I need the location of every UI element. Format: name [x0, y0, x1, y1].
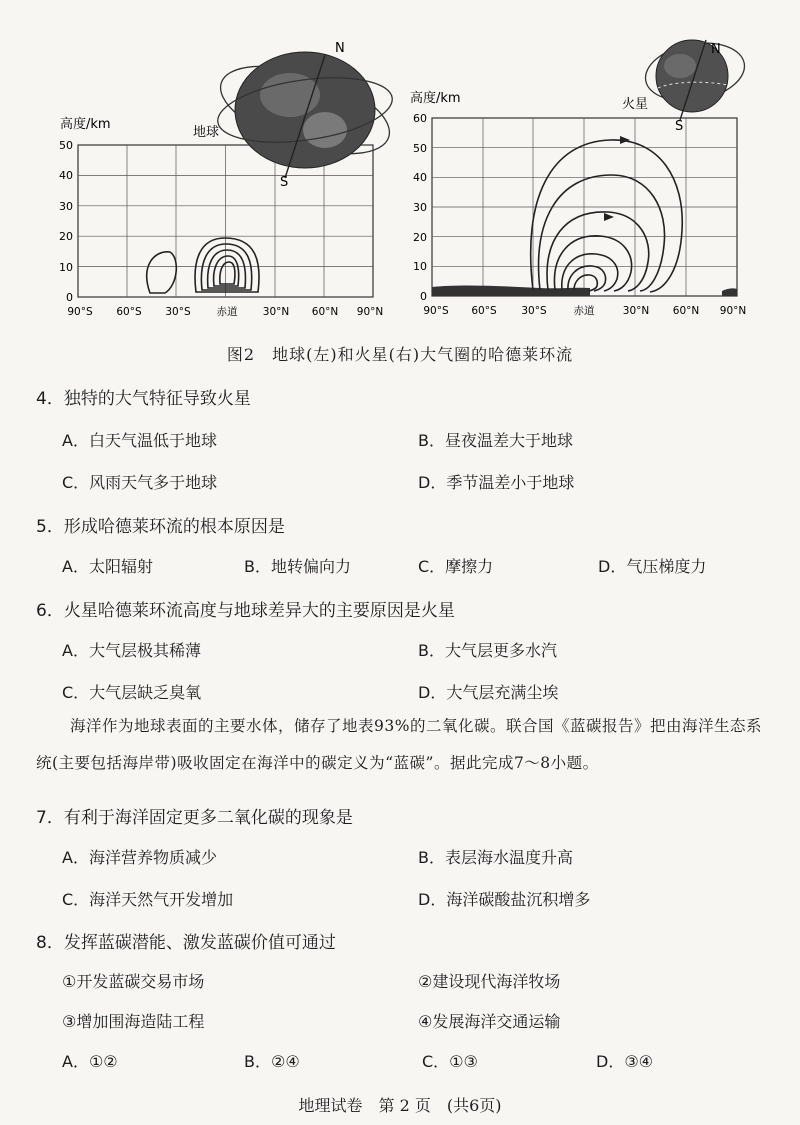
q8-option-d[interactable]: D．③④ — [596, 1052, 654, 1071]
right-xtick: 30°S — [521, 305, 547, 317]
q8-item-1: ①开发蓝碳交易市场 — [62, 972, 205, 991]
left-ytick: 20 — [59, 230, 73, 243]
right-ytick: 10 — [413, 260, 427, 273]
q8-item-2: ②建设现代海洋牧场 — [418, 972, 561, 991]
question-5-stem: 5．形成哈德莱环流的根本原因是 — [36, 517, 285, 537]
right-ylabel: 高度/km — [410, 91, 461, 106]
q4-option-a[interactable]: A．白天气温低于地球 — [62, 431, 217, 450]
right-ytick: 20 — [413, 231, 427, 244]
left-ytick: 40 — [59, 169, 73, 182]
left-ytick: 0 — [66, 291, 73, 304]
right-ytick: 0 — [420, 290, 427, 303]
left-ylabel: 高度/km — [60, 117, 111, 132]
left-xtick: 30°N — [262, 306, 290, 318]
question-7-stem: 7．有利于海洋固定更多二氧化碳的现象是 — [36, 808, 353, 828]
q5-option-d[interactable]: D．气压梯度力 — [598, 557, 707, 576]
q6-option-b[interactable]: B．大气层更多水汽 — [418, 641, 557, 660]
reading-passage: 海洋作为地球表面的主要水体，储存了地表93%的二氧化碳。联合国《蓝碳报告》把由海洋生态系统(主要包括海岸带)吸收固定在海洋中的碳定义为“蓝碳”。据此完成7～8小题。 — [36, 717, 762, 772]
right-xtick: 90°S — [423, 305, 449, 317]
earth-pole-s: S — [280, 175, 289, 190]
q5-option-b[interactable]: B．地转偏向力 — [244, 557, 351, 576]
left-ytick: 10 — [59, 261, 73, 274]
q5-option-c[interactable]: C．摩擦力 — [418, 557, 494, 576]
question-6-stem: 6．火星哈德莱环流高度与地球差异大的主要原因是火星 — [36, 601, 455, 621]
earth-globe-icon — [210, 49, 400, 178]
figure-caption: 图2 地球(左)和火星(右)大气圈的哈德莱环流 — [226, 345, 574, 364]
left-xtick: 60°N — [311, 306, 339, 318]
mars-chart — [410, 36, 749, 317]
q4-option-b[interactable]: B．昼夜温差大于地球 — [418, 431, 573, 450]
q5-option-a[interactable]: A．太阳辐射 — [62, 557, 153, 576]
q7-option-a[interactable]: A．海洋营养物质减少 — [62, 848, 217, 867]
left-xtick: 90°N — [356, 306, 384, 318]
earth-pole-n: N — [335, 41, 345, 56]
left-xtick: 60°S — [116, 306, 142, 318]
mars-terrain — [432, 285, 590, 296]
left-xtick: 90°S — [67, 306, 93, 318]
earth-label: 地球 — [193, 125, 220, 140]
mars-pole-n: N — [711, 42, 721, 57]
right-xtick: 赤道 — [573, 305, 595, 317]
left-gridlines — [78, 145, 373, 297]
q7-option-b[interactable]: B．表层海水温度升高 — [418, 848, 573, 867]
right-ytick: 30 — [413, 201, 427, 214]
q7-option-d[interactable]: D．海洋碳酸盐沉积增多 — [418, 890, 591, 909]
q6-option-a[interactable]: A．大气层极其稀薄 — [62, 641, 201, 660]
flow-arrows — [604, 136, 630, 221]
q8-option-b[interactable]: B．②④ — [244, 1052, 300, 1071]
earth-chart — [59, 41, 400, 318]
right-xtick: 60°S — [471, 305, 497, 317]
hadley-figure — [0, 0, 800, 335]
earth-circulation-cells — [147, 238, 259, 293]
q7-option-c[interactable]: C．海洋天然气开发增加 — [62, 890, 234, 909]
right-ytick: 60 — [413, 112, 427, 125]
mars-globe-icon — [641, 36, 749, 120]
question-4-stem: 4．独特的大气特征导致火星 — [36, 389, 251, 409]
mars-pole-s: S — [675, 119, 684, 134]
q4-option-d[interactable]: D．季节温差小于地球 — [418, 473, 575, 492]
q8-item-4: ④发展海洋交通运输 — [418, 1012, 561, 1031]
left-ytick: 30 — [59, 200, 73, 213]
left-ytick: 50 — [59, 139, 73, 152]
right-ytick: 50 — [413, 142, 427, 155]
right-xtick: 30°N — [622, 305, 650, 317]
q8-option-a[interactable]: A．①② — [62, 1052, 118, 1071]
q8-option-c[interactable]: C．①③ — [422, 1052, 478, 1071]
right-ytick: 40 — [413, 171, 427, 184]
page-footer: 地理试卷 第 2 页 (共6页) — [298, 1096, 502, 1115]
mars-label: 火星 — [622, 97, 649, 112]
q6-option-d[interactable]: D．大气层充满尘埃 — [418, 683, 559, 702]
left-xtick: 30°S — [165, 306, 191, 318]
right-xtick: 90°N — [719, 305, 747, 317]
q4-option-c[interactable]: C．风雨天气多于地球 — [62, 473, 218, 492]
q8-item-3: ③增加围海造陆工程 — [62, 1012, 205, 1031]
q6-option-c[interactable]: C．大气层缺乏臭氧 — [62, 683, 202, 702]
left-xtick: 赤道 — [216, 306, 238, 318]
question-8-stem: 8．发挥蓝碳潜能、激发蓝碳价值可通过 — [36, 933, 336, 953]
right-xtick: 60°N — [672, 305, 700, 317]
